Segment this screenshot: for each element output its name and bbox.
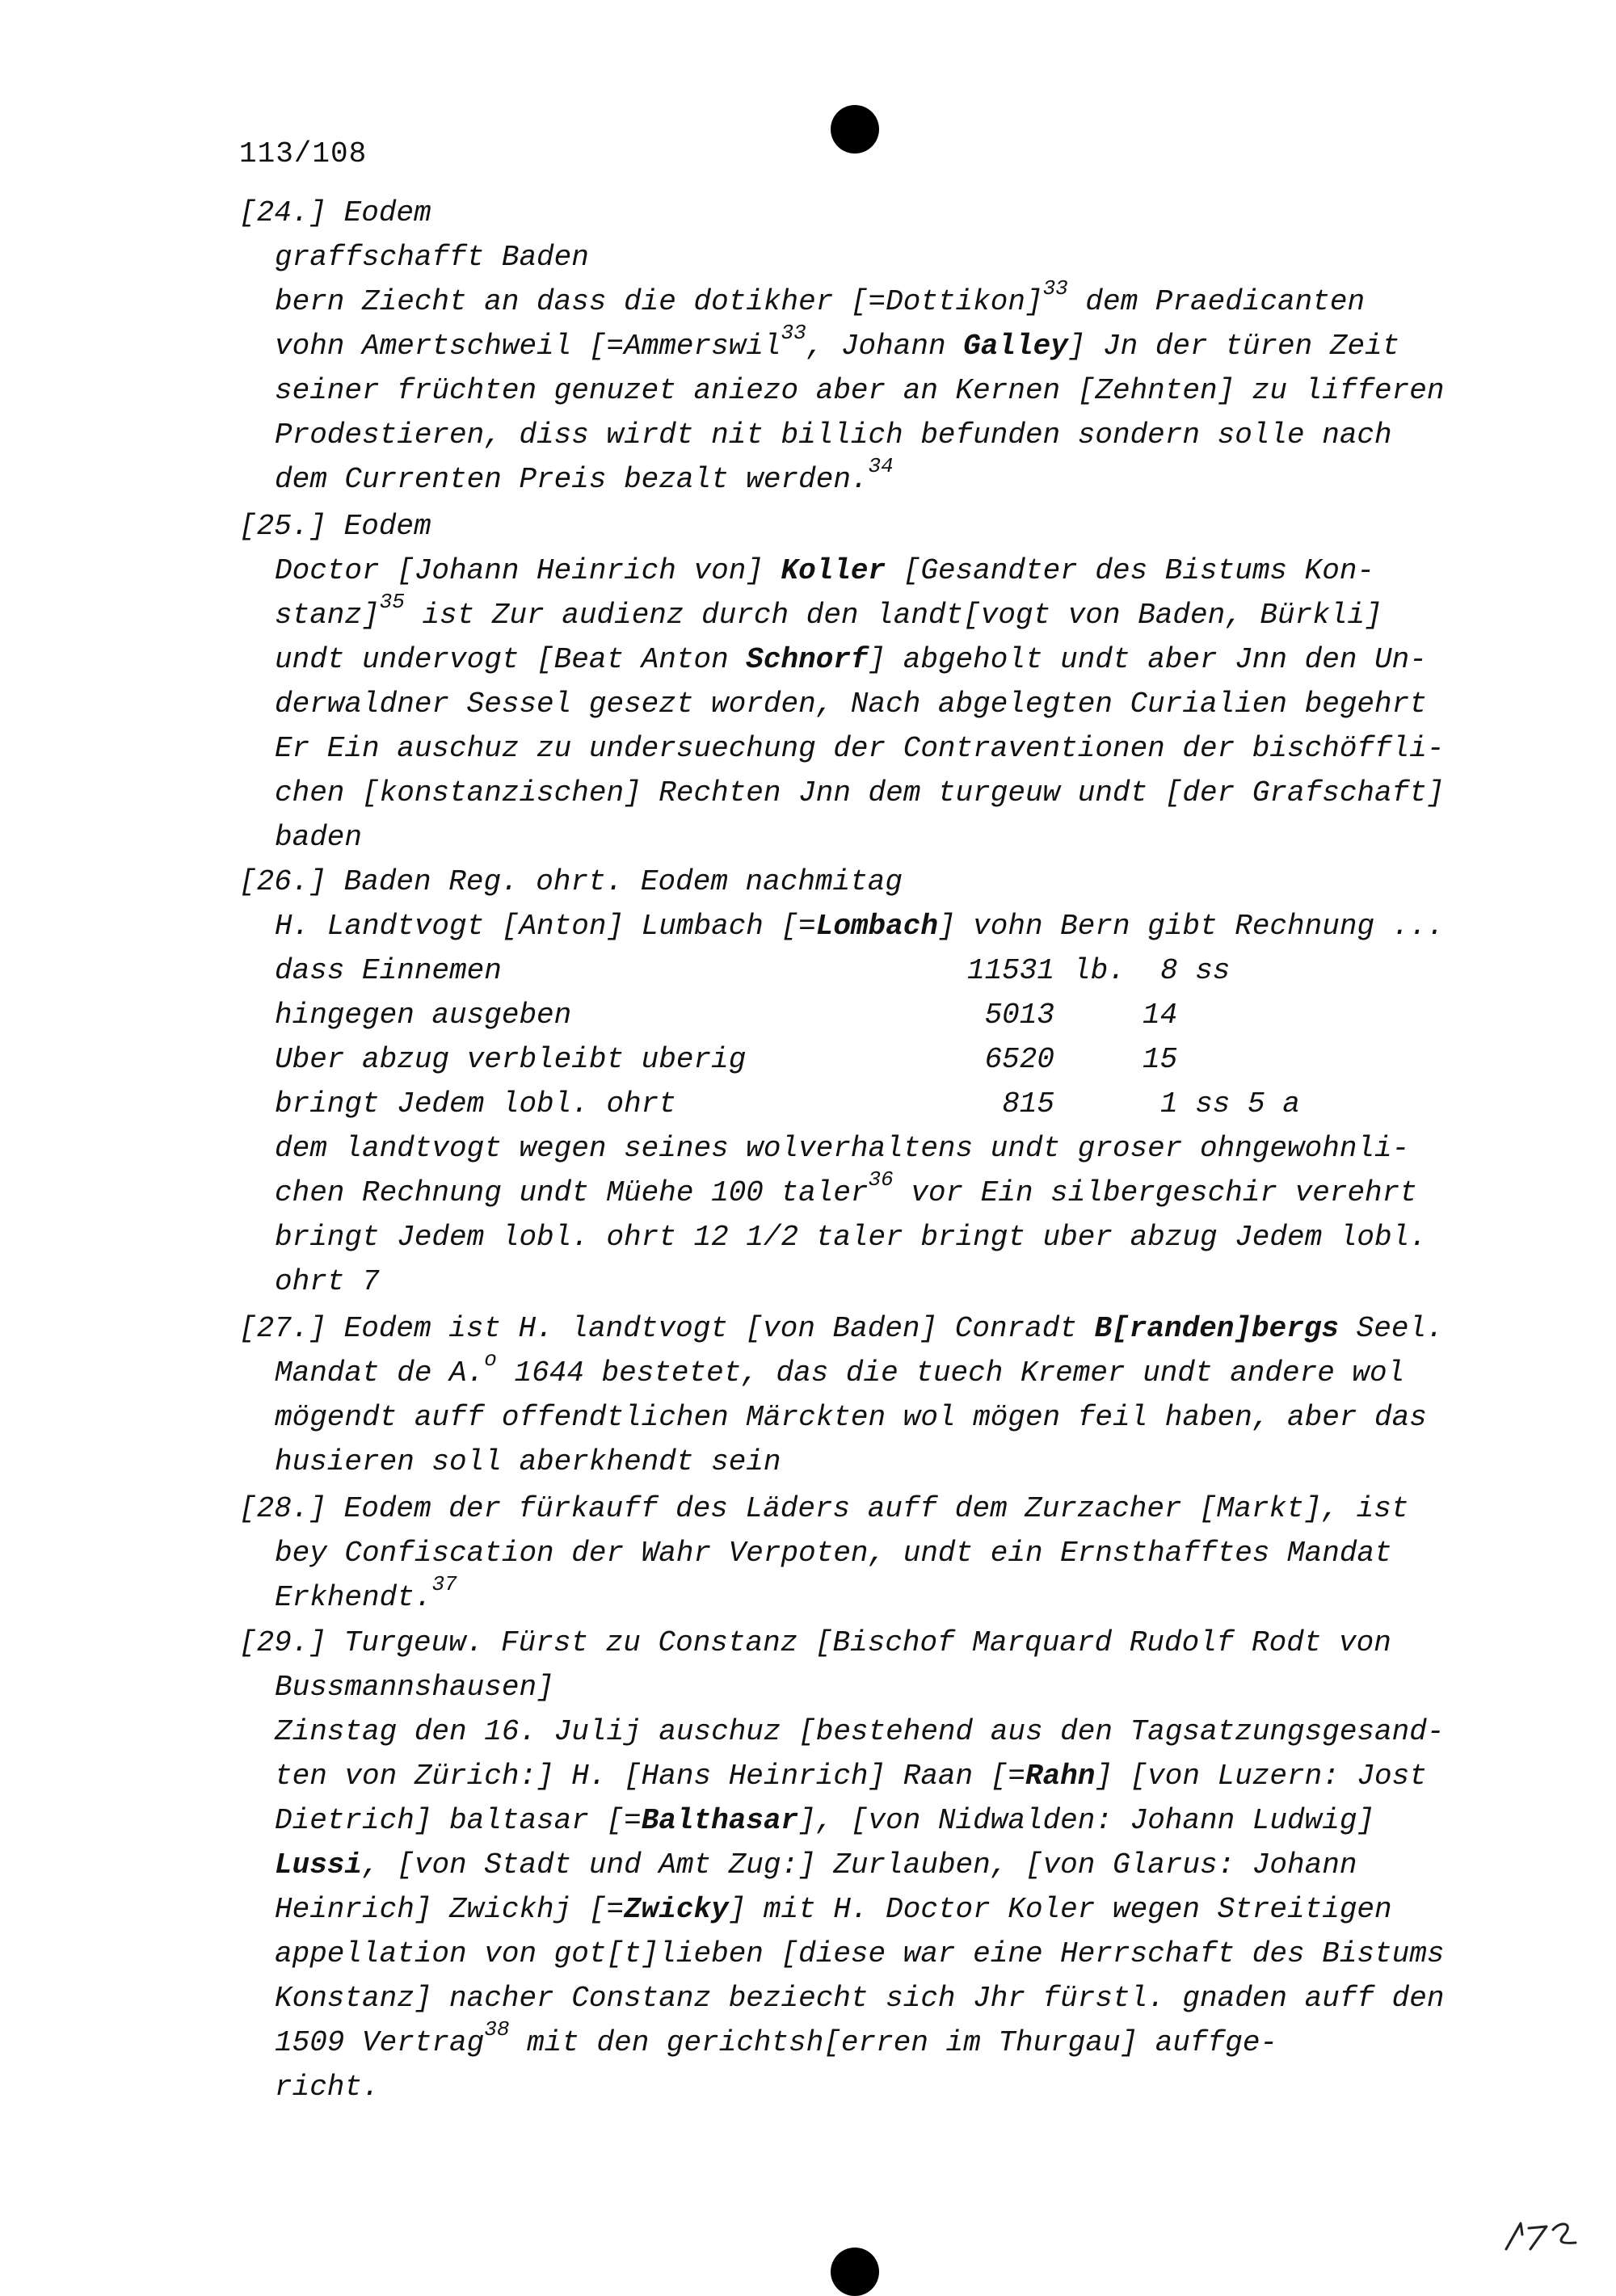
text-line: Konstanz] nacher Constanz beziecht sich Jhr fürstl. gnaden auff den <box>275 1982 1445 2015</box>
row-label: dass Einnemen <box>275 954 502 987</box>
entry-heading: [29.] Turgeuw. Fürst zu Constanz [Bischof Marquard Rudolf Rodt von <box>239 1626 1391 1659</box>
row-ss: 14 <box>1143 999 1178 1032</box>
row-ss: 8 ss <box>1160 954 1231 987</box>
page-number: 113/108 <box>239 137 368 170</box>
text-line: Prodestieren, diss wirdt nit billich befunden sondern solle nach <box>275 418 1392 452</box>
text-line: vohn Amertschweil [=Ammerswil$^{33}$, Johann Galley] Jn der türen Zeit <box>275 321 1400 363</box>
text-line: Bussmannshausen] <box>275 1671 554 1704</box>
text-line: 1509 Vertrag$^{38}$ mit den gerichtsh[erren im Thurgau] auffge- <box>275 2017 1278 2059</box>
text-line: Erkhendt.$^{37}$ <box>275 1572 457 1614</box>
footnote-ref: 33 <box>781 321 806 345</box>
text-line: dem Currenten Preis bezalt werden.$^{34}$ <box>275 454 894 496</box>
footnote-ref: 36 <box>868 1167 894 1192</box>
text-line: stanz]$^{35}$ ist Zur audienz durch den landt[vogt von Baden, Bürkli] <box>275 590 1382 632</box>
text-line: graffschafft Baden <box>275 241 589 274</box>
handwritten-folio-mark <box>1501 2214 1582 2254</box>
row-ss: 1 ss 5 a <box>1160 1087 1300 1121</box>
text-line: Zinstag den 16. Julij auschuz [bestehend aus den Tagsatzungsgesand- <box>275 1715 1445 1748</box>
footnote-ref: 33 <box>1042 276 1068 301</box>
text-line: seiner früchten genuzet aniezo aber an Kernen [Zehnten] zu lifferen <box>275 374 1445 407</box>
text-line: Doctor [Johann Heinrich von] Koller [Gesandter des Bistums Kon- <box>275 554 1375 587</box>
text-line: chen Rechnung undt Müehe 100 taler$^{36}$ vor Ein silbergeschir verehrt <box>275 1167 1417 1209</box>
row-unit: lb. <box>1073 954 1126 987</box>
text-line: mögendt auff offendtlichen Märckten wol mögen feil haben, aber das <box>275 1401 1427 1434</box>
punch-hole-top <box>831 105 879 153</box>
row-ss: 15 <box>1143 1043 1178 1076</box>
row-label: hingegen ausgeben <box>275 999 572 1032</box>
text-line: baden <box>275 821 363 854</box>
text-line: richt. <box>275 2071 380 2104</box>
entry-heading: [26.] Baden Reg. ohrt. Eodem nachmitag <box>239 865 903 898</box>
footnote-ref: 37 <box>431 1572 457 1596</box>
text-line: undt undervogt [Beat Anton Schnorf] abgeholt undt aber Jnn den Un- <box>275 643 1427 676</box>
text-line: bringt Jedem lobl. ohrt 12 1/2 taler bringt uber abzug Jedem lobl. <box>275 1221 1427 1254</box>
punch-hole-bottom <box>831 2248 879 2296</box>
footnote-ref: 38 <box>484 2017 510 2042</box>
row-lb: 6520 <box>984 1043 1054 1076</box>
row-label: bringt Jedem lobl. ohrt <box>275 1087 676 1121</box>
superscript: o <box>484 1348 497 1372</box>
row-lb: 5013 <box>984 999 1054 1032</box>
text-line: derwaldner Sessel gesezt worden, Nach abgelegten Curialien begehrt <box>275 688 1427 721</box>
text-line: appellation von got[t]lieben [diese war eine Herrschaft des Bistums <box>275 1937 1445 1970</box>
text-line: Heinrich] Zwickhj [=Zwicky] mit H. Doctor Koler wegen Streitigen <box>275 1893 1392 1926</box>
entry-heading: [25.] Eodem <box>239 510 431 543</box>
footnote-ref: 34 <box>868 454 894 478</box>
text-line: Dietrich] baltasar [=Balthasar], [von Nidwalden: Johann Ludwig] <box>275 1804 1375 1837</box>
text-line: Lussi, [von Stadt und Amt Zug:] Zurlauben, [von Glarus: Johann <box>275 1848 1357 1882</box>
text-line: H. Landtvogt [Anton] Lumbach [=Lombach] vohn Bern gibt Rechnung ... <box>275 910 1445 943</box>
text-line: Er Ein auschuz zu undersuechung der Contraventionen der bischöffli- <box>275 732 1445 765</box>
row-lb: 815 <box>1002 1087 1054 1121</box>
text-line: ohrt 7 <box>275 1265 380 1298</box>
text-line: dem landtvogt wegen seines wolverhaltens undt groser ohngewohnli- <box>275 1132 1410 1165</box>
text-line: ten von Zürich:] H. [Hans Heinrich] Raan [=Rahn] [von Luzern: Jost <box>275 1760 1427 1793</box>
row-lb: 11531 <box>966 954 1054 987</box>
row-label: Uber abzug verbleibt uberig <box>275 1043 747 1076</box>
entry-heading: [24.] Eodem <box>239 196 431 229</box>
text-line: husieren soll aberkhendt sein <box>275 1445 781 1478</box>
entry-heading: [28.] Eodem der fürkauff des Läders auff dem Zurzacher [Markt], ist <box>239 1492 1409 1525</box>
footnote-ref: 35 <box>379 590 405 614</box>
text-line: chen [konstanzischen] Rechten Jnn dem turgeuw undt [der Grafschaft] <box>275 776 1445 809</box>
text-line: Mandat de A.$^o$ 1644 bestetet, das die tuech Kremer undt andere wol <box>275 1348 1405 1390</box>
entry-heading: [27.] Eodem ist H. landtvogt [von Baden] Conradt B[randen]bergs Seel. <box>239 1312 1444 1345</box>
text-line: bey Confiscation der Wahr Verpoten, undt ein Ernsthafftes Mandat <box>275 1537 1392 1570</box>
text-line: bern Ziecht an dass die dotikher [=Dottikon]$^{33}$ dem Praedicanten <box>275 276 1366 318</box>
